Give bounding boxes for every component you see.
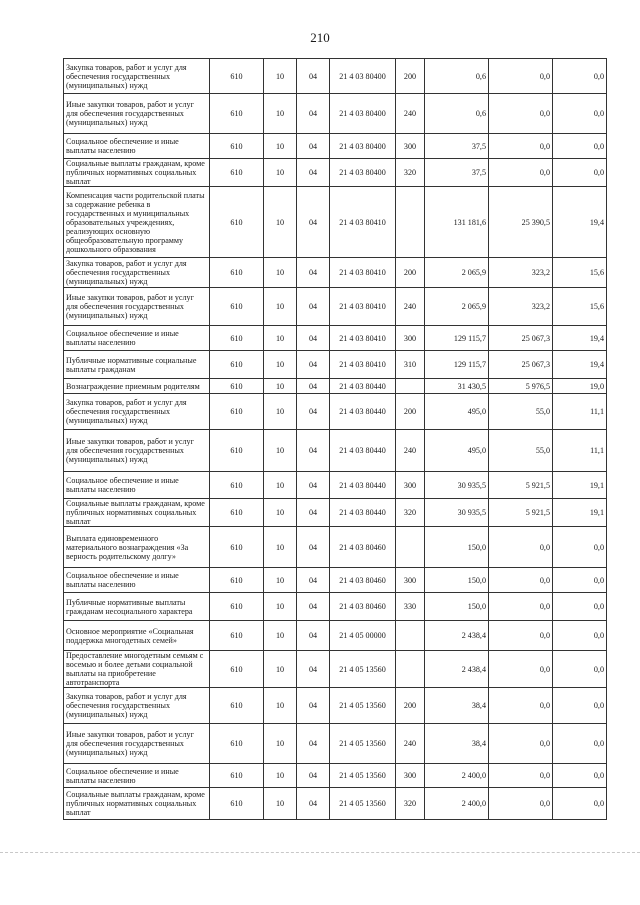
- cell-name: Выплата единовременного материального вознаграждения «За верность родительскому долгу»: [64, 527, 210, 568]
- cell-expense-type: 200: [396, 258, 425, 288]
- cell-expense-type: 330: [396, 593, 425, 621]
- cell-percent: 0,0: [553, 134, 607, 159]
- cell-expense-type: 200: [396, 59, 425, 94]
- cell-subsection: 04: [297, 621, 330, 651]
- cell-plan: 2 438,4: [425, 621, 489, 651]
- cell-target: 21 4 03 80410: [330, 351, 396, 379]
- table-row: [64, 159, 607, 187]
- cell-ministry: 610: [210, 651, 264, 688]
- cell-name: Вознаграждение приемным родителям: [64, 379, 210, 394]
- cell-plan: 495,0: [425, 430, 489, 472]
- cell-subsection: 04: [297, 351, 330, 379]
- cell-ministry: 610: [210, 94, 264, 134]
- cell-ministry: 610: [210, 288, 264, 326]
- cell-plan: 150,0: [425, 527, 489, 568]
- cell-section: 10: [264, 326, 297, 351]
- cell-execution: 25 067,3: [489, 351, 553, 379]
- cell-name: Публичные нормативные социальные выплаты гражданам: [64, 351, 210, 379]
- cell-plan: 2 400,0: [425, 764, 489, 788]
- cell-target: 21 4 03 80410: [330, 288, 396, 326]
- cell-target: 21 4 03 80440: [330, 394, 396, 430]
- table-row: [64, 288, 607, 326]
- cell-percent: 0,0: [553, 593, 607, 621]
- cell-section: 10: [264, 788, 297, 820]
- cell-subsection: 04: [297, 568, 330, 593]
- cell-ministry: 610: [210, 159, 264, 187]
- cell-ministry: 610: [210, 472, 264, 499]
- cell-section: 10: [264, 688, 297, 724]
- cell-percent: 11,1: [553, 394, 607, 430]
- cell-name: Социальное обеспечение и иные выплаты населению: [64, 568, 210, 593]
- cell-expense-type: 200: [396, 688, 425, 724]
- cell-name: Компенсация части родительской платы за содержание ребенка в государственных и муниципальных образовательных учреждениях, реализующих основную общеобразовательную программу дошкольного образования: [64, 187, 210, 258]
- cell-subsection: 04: [297, 94, 330, 134]
- cell-execution: 0,0: [489, 688, 553, 724]
- cell-percent: 0,0: [553, 159, 607, 187]
- cell-execution: 0,0: [489, 651, 553, 688]
- cell-target: 21 4 03 80400: [330, 94, 396, 134]
- cell-plan: 0,6: [425, 59, 489, 94]
- cell-plan: 129 115,7: [425, 326, 489, 351]
- cell-subsection: 04: [297, 326, 330, 351]
- cell-percent: 0,0: [553, 59, 607, 94]
- cell-ministry: 610: [210, 593, 264, 621]
- cell-subsection: 04: [297, 499, 330, 527]
- cell-name: Социальное обеспечение и иные выплаты населению: [64, 134, 210, 159]
- cell-percent: 0,0: [553, 724, 607, 764]
- cell-execution: 5 921,5: [489, 499, 553, 527]
- cell-target: 21 4 03 80400: [330, 159, 396, 187]
- cell-expense-type: 300: [396, 764, 425, 788]
- cell-execution: 0,0: [489, 94, 553, 134]
- table-row: [64, 379, 607, 394]
- cell-expense-type: 320: [396, 788, 425, 820]
- cell-execution: 323,2: [489, 288, 553, 326]
- cell-execution: 0,0: [489, 788, 553, 820]
- cell-expense-type: [396, 651, 425, 688]
- cell-section: 10: [264, 159, 297, 187]
- cell-target: 21 4 03 80440: [330, 472, 396, 499]
- cell-name: Закупка товаров, работ и услуг для обеспечения государственных (муниципальных) нужд: [64, 258, 210, 288]
- cell-subsection: 04: [297, 187, 330, 258]
- cell-name: Основное мероприятие «Социальная поддержка многодетных семей»: [64, 621, 210, 651]
- cell-target: 21 4 03 80460: [330, 527, 396, 568]
- cell-section: 10: [264, 430, 297, 472]
- cell-expense-type: 240: [396, 94, 425, 134]
- cell-section: 10: [264, 59, 297, 94]
- table-row: [64, 593, 607, 621]
- cell-percent: 19,4: [553, 351, 607, 379]
- cell-execution: 55,0: [489, 394, 553, 430]
- cell-plan: 37,5: [425, 159, 489, 187]
- cell-expense-type: 320: [396, 499, 425, 527]
- cell-section: 10: [264, 593, 297, 621]
- cell-name: Предоставление многодетным семьям с восемью и более детьми социальной выплаты на приобретение автотранспорта: [64, 651, 210, 688]
- cell-name: Социальное обеспечение и иные выплаты населению: [64, 764, 210, 788]
- table-row: [64, 568, 607, 593]
- cell-percent: 0,0: [553, 527, 607, 568]
- cell-execution: 0,0: [489, 59, 553, 94]
- cell-ministry: 610: [210, 379, 264, 394]
- cell-plan: 131 181,6: [425, 187, 489, 258]
- cell-name: Публичные нормативные выплаты гражданам несоциального характера: [64, 593, 210, 621]
- cell-percent: 0,0: [553, 651, 607, 688]
- cell-expense-type: 300: [396, 326, 425, 351]
- cell-percent: 19,1: [553, 472, 607, 499]
- cell-target: 21 4 03 80400: [330, 59, 396, 94]
- table-row: [64, 472, 607, 499]
- cell-target: 21 4 05 13560: [330, 764, 396, 788]
- cell-plan: 0,6: [425, 94, 489, 134]
- table-row: [64, 258, 607, 288]
- cell-section: 10: [264, 472, 297, 499]
- cell-subsection: 04: [297, 379, 330, 394]
- cell-subsection: 04: [297, 593, 330, 621]
- cell-ministry: 610: [210, 351, 264, 379]
- cell-section: 10: [264, 258, 297, 288]
- cell-section: 10: [264, 568, 297, 593]
- cell-plan: 30 935,5: [425, 499, 489, 527]
- cell-target: 21 4 03 80400: [330, 134, 396, 159]
- cell-name: Иные закупки товаров, работ и услуг для обеспечения государственных (муниципальных) нужд: [64, 724, 210, 764]
- scan-edge-line: [0, 852, 640, 853]
- table-row: [64, 394, 607, 430]
- cell-subsection: 04: [297, 651, 330, 688]
- cell-execution: 55,0: [489, 430, 553, 472]
- cell-plan: 30 935,5: [425, 472, 489, 499]
- cell-expense-type: 240: [396, 430, 425, 472]
- cell-percent: 0,0: [553, 788, 607, 820]
- cell-expense-type: 300: [396, 472, 425, 499]
- cell-execution: 0,0: [489, 764, 553, 788]
- cell-percent: 0,0: [553, 764, 607, 788]
- cell-execution: 0,0: [489, 159, 553, 187]
- cell-subsection: 04: [297, 134, 330, 159]
- cell-execution: 0,0: [489, 134, 553, 159]
- cell-target: 21 4 03 80440: [330, 499, 396, 527]
- cell-section: 10: [264, 764, 297, 788]
- cell-name: Социальные выплаты гражданам, кроме публичных нормативных социальных выплат: [64, 499, 210, 527]
- cell-name: Социальное обеспечение и иные выплаты населению: [64, 472, 210, 499]
- cell-execution: 5 976,5: [489, 379, 553, 394]
- cell-target: 21 4 05 13560: [330, 688, 396, 724]
- budget-table: [63, 58, 607, 820]
- cell-expense-type: 300: [396, 568, 425, 593]
- page-number: 210: [310, 30, 330, 45]
- cell-name: Иные закупки товаров, работ и услуг для обеспечения государственных (муниципальных) нужд: [64, 288, 210, 326]
- table-row: [64, 187, 607, 258]
- cell-name: Социальные выплаты гражданам, кроме публичных нормативных социальных выплат: [64, 159, 210, 187]
- cell-target: 21 4 03 80460: [330, 568, 396, 593]
- table-row: [64, 94, 607, 134]
- cell-section: 10: [264, 394, 297, 430]
- cell-execution: 0,0: [489, 593, 553, 621]
- cell-execution: 0,0: [489, 724, 553, 764]
- cell-section: 10: [264, 288, 297, 326]
- table-row: [64, 688, 607, 724]
- cell-subsection: 04: [297, 472, 330, 499]
- cell-target: 21 4 03 80410: [330, 258, 396, 288]
- cell-percent: 11,1: [553, 430, 607, 472]
- cell-target: 21 4 05 13560: [330, 724, 396, 764]
- cell-plan: 38,4: [425, 724, 489, 764]
- cell-execution: 25 067,3: [489, 326, 553, 351]
- table-row: [64, 351, 607, 379]
- cell-name: Социальные выплаты гражданам, кроме публичных нормативных социальных выплат: [64, 788, 210, 820]
- cell-target: 21 4 03 80440: [330, 430, 396, 472]
- cell-ministry: 610: [210, 788, 264, 820]
- cell-plan: 2 065,9: [425, 288, 489, 326]
- table-row: [64, 621, 607, 651]
- cell-subsection: 04: [297, 258, 330, 288]
- cell-execution: 5 921,5: [489, 472, 553, 499]
- cell-execution: 0,0: [489, 621, 553, 651]
- cell-execution: 25 390,5: [489, 187, 553, 258]
- cell-target: 21 4 03 80410: [330, 187, 396, 258]
- cell-ministry: 610: [210, 134, 264, 159]
- table-row: [64, 764, 607, 788]
- cell-percent: 0,0: [553, 621, 607, 651]
- table-row: [64, 134, 607, 159]
- cell-plan: 2 438,4: [425, 651, 489, 688]
- cell-plan: 37,5: [425, 134, 489, 159]
- cell-section: 10: [264, 187, 297, 258]
- cell-target: 21 4 03 80460: [330, 593, 396, 621]
- cell-expense-type: [396, 379, 425, 394]
- cell-ministry: 610: [210, 258, 264, 288]
- table-row: [64, 724, 607, 764]
- cell-plan: 38,4: [425, 688, 489, 724]
- cell-percent: 19,4: [553, 326, 607, 351]
- cell-section: 10: [264, 651, 297, 688]
- cell-target: 21 4 03 80410: [330, 326, 396, 351]
- cell-target: 21 4 03 80440: [330, 379, 396, 394]
- cell-execution: 0,0: [489, 527, 553, 568]
- cell-percent: 0,0: [553, 94, 607, 134]
- cell-percent: 0,0: [553, 568, 607, 593]
- cell-ministry: 610: [210, 621, 264, 651]
- cell-plan: 2 065,9: [425, 258, 489, 288]
- cell-section: 10: [264, 351, 297, 379]
- table-row: [64, 430, 607, 472]
- cell-subsection: 04: [297, 430, 330, 472]
- cell-name: Иные закупки товаров, работ и услуг для обеспечения государственных (муниципальных) нужд: [64, 430, 210, 472]
- cell-execution: 0,0: [489, 568, 553, 593]
- cell-ministry: 610: [210, 187, 264, 258]
- cell-section: 10: [264, 94, 297, 134]
- cell-section: 10: [264, 527, 297, 568]
- cell-percent: 19,1: [553, 499, 607, 527]
- cell-subsection: 04: [297, 788, 330, 820]
- cell-expense-type: 300: [396, 134, 425, 159]
- cell-percent: 15,6: [553, 258, 607, 288]
- cell-subsection: 04: [297, 288, 330, 326]
- cell-section: 10: [264, 134, 297, 159]
- cell-name: Иные закупки товаров, работ и услуг для обеспечения государственных (муниципальных) нужд: [64, 94, 210, 134]
- cell-plan: 2 400,0: [425, 788, 489, 820]
- cell-ministry: 610: [210, 394, 264, 430]
- cell-target: 21 4 05 00000: [330, 621, 396, 651]
- cell-ministry: 610: [210, 59, 264, 94]
- cell-plan: 31 430,5: [425, 379, 489, 394]
- cell-subsection: 04: [297, 688, 330, 724]
- cell-name: Закупка товаров, работ и услуг для обеспечения государственных (муниципальных) нужд: [64, 59, 210, 94]
- table-row: [64, 527, 607, 568]
- cell-ministry: 610: [210, 568, 264, 593]
- cell-ministry: 610: [210, 430, 264, 472]
- cell-section: 10: [264, 621, 297, 651]
- cell-name: Закупка товаров, работ и услуг для обеспечения государственных (муниципальных) нужд: [64, 688, 210, 724]
- cell-subsection: 04: [297, 59, 330, 94]
- cell-ministry: 610: [210, 499, 264, 527]
- table-row: [64, 326, 607, 351]
- cell-subsection: 04: [297, 764, 330, 788]
- cell-plan: 495,0: [425, 394, 489, 430]
- cell-ministry: 610: [210, 764, 264, 788]
- table-row: [64, 59, 607, 94]
- cell-expense-type: 320: [396, 159, 425, 187]
- cell-percent: 19,0: [553, 379, 607, 394]
- table-body: [64, 59, 607, 820]
- cell-expense-type: [396, 187, 425, 258]
- cell-expense-type: [396, 527, 425, 568]
- cell-name: Социальное обеспечение и иные выплаты населению: [64, 326, 210, 351]
- cell-ministry: 610: [210, 326, 264, 351]
- cell-plan: 129 115,7: [425, 351, 489, 379]
- cell-target: 21 4 05 13560: [330, 788, 396, 820]
- cell-expense-type: 240: [396, 288, 425, 326]
- cell-execution: 323,2: [489, 258, 553, 288]
- table-row: [64, 651, 607, 688]
- cell-expense-type: 240: [396, 724, 425, 764]
- cell-percent: 19,4: [553, 187, 607, 258]
- cell-subsection: 04: [297, 527, 330, 568]
- cell-ministry: 610: [210, 688, 264, 724]
- cell-section: 10: [264, 379, 297, 394]
- cell-ministry: 610: [210, 527, 264, 568]
- cell-expense-type: 200: [396, 394, 425, 430]
- cell-percent: 15,6: [553, 288, 607, 326]
- cell-section: 10: [264, 499, 297, 527]
- cell-section: 10: [264, 724, 297, 764]
- cell-expense-type: [396, 621, 425, 651]
- cell-expense-type: 310: [396, 351, 425, 379]
- cell-percent: 0,0: [553, 688, 607, 724]
- cell-subsection: 04: [297, 159, 330, 187]
- cell-plan: 150,0: [425, 593, 489, 621]
- cell-name: Закупка товаров, работ и услуг для обеспечения государственных (муниципальных) нужд: [64, 394, 210, 430]
- cell-ministry: 610: [210, 724, 264, 764]
- table-row: [64, 788, 607, 820]
- cell-plan: 150,0: [425, 568, 489, 593]
- cell-subsection: 04: [297, 394, 330, 430]
- table-row: [64, 499, 607, 527]
- cell-target: 21 4 05 13560: [330, 651, 396, 688]
- cell-subsection: 04: [297, 724, 330, 764]
